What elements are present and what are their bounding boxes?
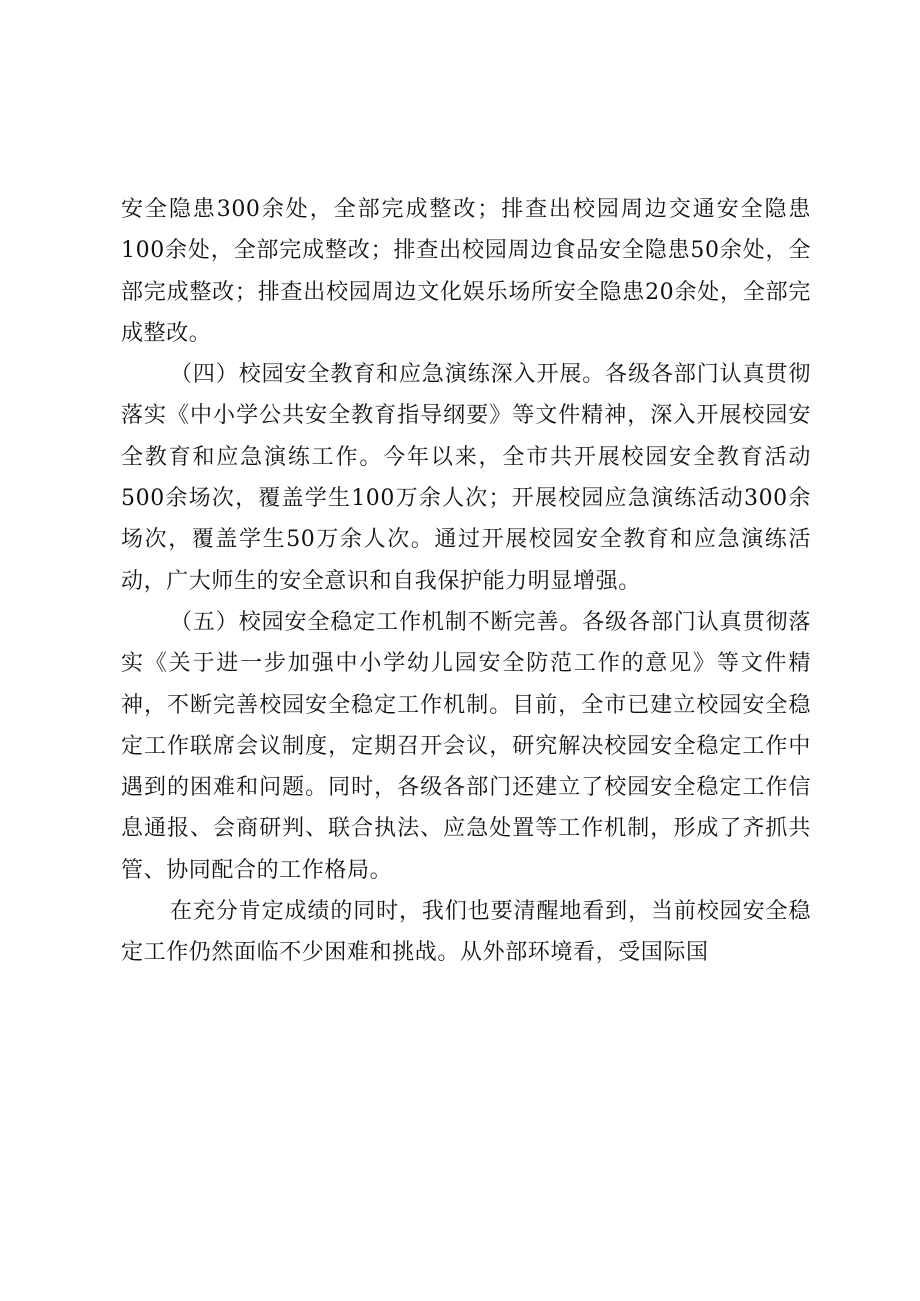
paragraph-section-4: （四）校园安全教育和应急演练深入开展。各级各部门认真贯彻落实《中小学公共安全教育指导纲要》等文件精神，深入开展校园安全教育和应急演练工作。今年以来，全市共开展校园安全教育活动500余场次，覆盖学生100万余人次；开展校园应急演练活动300余场次，覆盖学生50万余人次。通过开展校园安全教育和应急演练活动，广大师生的安全意识和自我保护能力明显增强。 bbox=[121, 362, 811, 594]
paragraph-challenges: 在充分肯定成绩的同时，我们也要清醒地看到，当前校园安全稳定工作仍然面临不少困难和挑战。从外部环境看，受国际国 bbox=[121, 899, 811, 966]
paragraph-section-5: （五）校园安全稳定工作机制不断完善。各级各部门认真贯彻落实《关于进一步加强中小学幼儿园安全防范工作的意见》等文件精神，不断完善校园安全稳定工作机制。目前，全市已建立校园安全稳定工作联席会议制度，定期召开会议，研究解决校园安全稳定工作中遇到的困难和问题。同时，各级各部门还建立了校园安全稳定工作信息通报、会商研判、联合执法、应急处置等工作机制，形成了齐抓共管、协同配合的工作格局。 bbox=[121, 609, 811, 883]
document-body bbox=[121, 189, 811, 974]
paragraph-continuation: 安全隐患300余处，全部完成整改；排查出校园周边交通安全隐患100余处，全部完成整改；排查出校园周边食品安全隐患50余处，全部完成整改；排查出校园周边文化娱乐场所安全隐患20余处，全部完成整改。 bbox=[121, 197, 811, 346]
